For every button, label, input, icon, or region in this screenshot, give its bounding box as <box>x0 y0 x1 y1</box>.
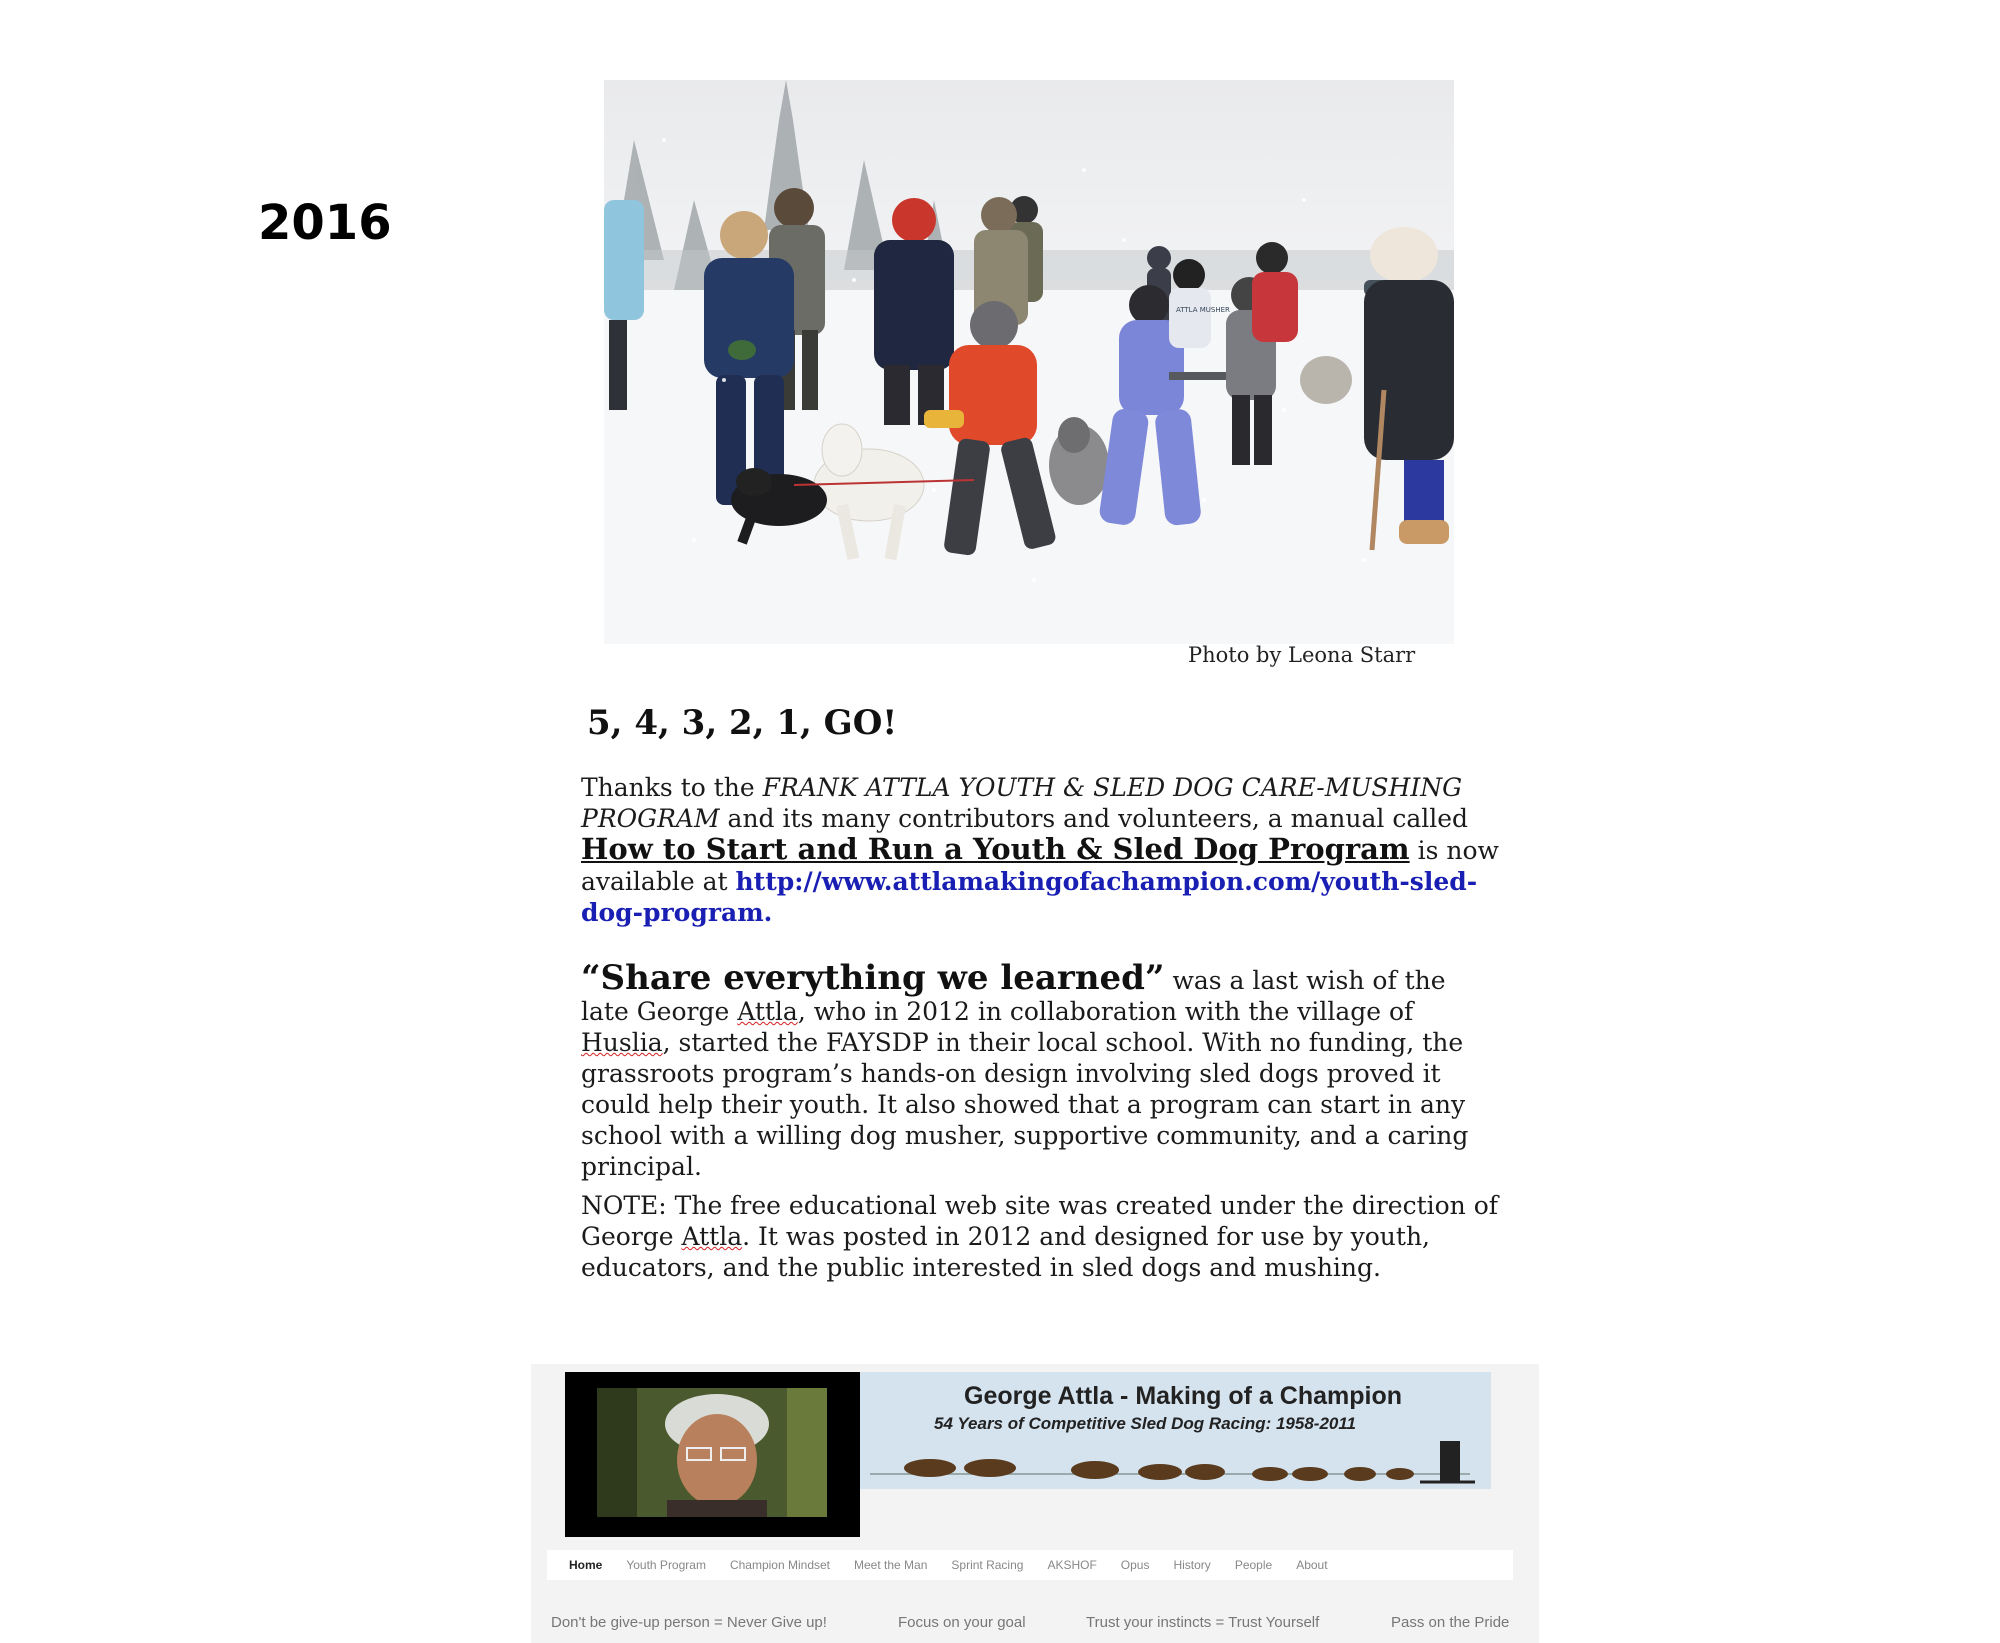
manual-link[interactable]: http://www.attlamakingofachampion.com/youth-sled-dog-program <box>581 867 1478 927</box>
bib-label: ATTLA MUSHER <box>1176 306 1230 314</box>
nav-champion-mindset[interactable]: Champion Mindset <box>729 1558 831 1572</box>
paragraph-manual: Thanks to the FRANK ATTLA YOUTH & SLED DOG CARE-MUSHING PROGRAM and its many contributors and volunteers, a manual called How to Start and Run a Youth & Sled Dog Program is now available at http://www.attlamakingofachampion.com/youth-sled-dog-program. <box>581 773 1499 927</box>
program-name: FRANK ATTLA YOUTH & SLED DOG CARE-MUSHING PROGRAM <box>581 773 1463 833</box>
george-attla-portrait <box>597 1388 827 1517</box>
sled-dog-team-art <box>860 1436 1491 1489</box>
tagline-never-give-up: Don't be give-up person = Never Give up! <box>551 1614 827 1631</box>
spellcheck-attla-note: Attla <box>681 1222 743 1251</box>
site-nav <box>547 1550 1513 1580</box>
tagline-trust: Trust your instincts = Trust Yourself <box>1086 1614 1320 1631</box>
spellcheck-attla: Attla <box>737 997 798 1026</box>
spellcheck-huslia: Huslia <box>581 1028 663 1057</box>
nav-home[interactable]: Home <box>569 1558 603 1572</box>
video-frame[interactable] <box>565 1372 860 1537</box>
manual-title: How to Start and Run a Youth & Sled Dog Program <box>581 832 1410 866</box>
nav-history[interactable]: History <box>1173 1558 1211 1572</box>
site-title: George Attla - Making of a Champion <box>964 1382 1402 1410</box>
nav-akshof[interactable]: AKSHOF <box>1047 1558 1097 1572</box>
site-header-banner <box>860 1372 1491 1489</box>
site-subtitle: 54 Years of Competitive Sled Dog Racing: 1958-2011 <box>934 1414 1357 1433</box>
nav-about[interactable]: About <box>1296 1558 1328 1572</box>
nav-opus[interactable]: Opus <box>1120 1558 1150 1572</box>
nav-sprint-racing[interactable]: Sprint Racing <box>951 1558 1024 1572</box>
nav-meet-the-man[interactable]: Meet the Man <box>854 1558 928 1572</box>
tagline-focus: Focus on your goal <box>898 1614 1026 1631</box>
nav-people[interactable]: People <box>1234 1558 1273 1572</box>
photo-credit: Photo by Leona Starr <box>1188 643 1416 667</box>
paragraph-share: “Share everything we learned” was a last wish of the late George Attla, who in 2012 in collaboration with the village of Huslia, started the FAYSDP in their local school. With no funding, the grassroots program’s hands-on design involving sled dogs proved it could help their youth. It also showed that a program can start in any school with a willing dog musher, supportive community, and a caring principal. <box>581 958 1469 1181</box>
paragraph-note: NOTE: The free educational web site was created under the direction of George Attla. It was posted in 2012 and designed for use by youth, educators, and the public interested in sled dogs and mushing. <box>581 1191 1499 1282</box>
sled-dog-photo <box>604 80 1454 644</box>
website-screenshot <box>531 1364 1539 1643</box>
tagline-pride: Pass on the Pride <box>1391 1614 1510 1631</box>
quote-heading: “Share everything we learned” <box>581 958 1165 998</box>
nav-youth-program[interactable]: Youth Program <box>626 1558 706 1572</box>
year-label: 2016 <box>258 195 392 251</box>
article-headline: 5, 4, 3, 2, 1, GO! <box>587 703 898 743</box>
